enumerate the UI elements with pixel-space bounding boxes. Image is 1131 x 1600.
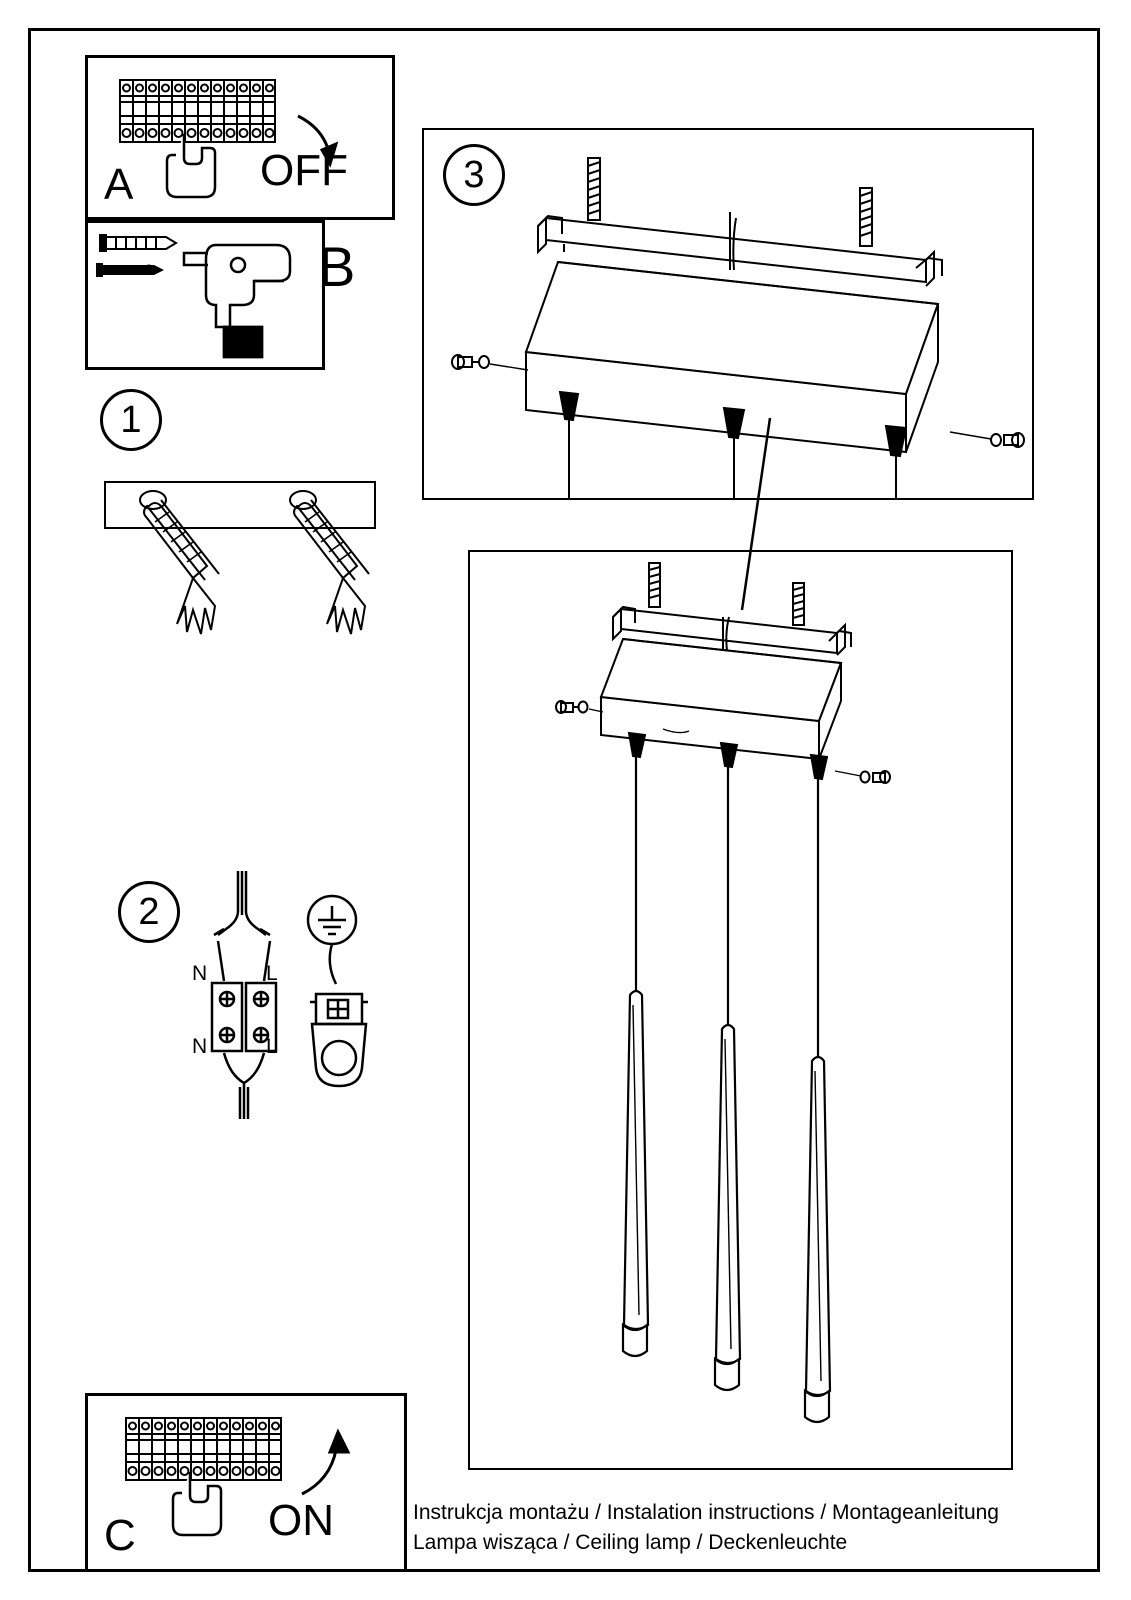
- final-assembly-illustration: [545, 555, 965, 1455]
- step-b-quantity: x2: [138, 261, 153, 277]
- terminal-label-l-top: L: [266, 962, 278, 985]
- footer-line-1: Instrukcja montażu / Instalation instructions / Montageanleitung: [413, 1501, 999, 1524]
- panel-step-b: [85, 220, 356, 370]
- step-1-illustration: [95, 470, 415, 710]
- step-2-number: 2: [138, 890, 160, 933]
- terminal-label-n-bottom: N: [192, 1035, 208, 1058]
- step-b-letter: B: [318, 235, 356, 298]
- step-a-action-label: OFF: [260, 146, 348, 195]
- step-a-letter: A: [104, 160, 134, 209]
- fuse-box-hand-icon: [88, 58, 394, 219]
- pendant-lamp-three-tubes-icon: [545, 555, 965, 1455]
- step-c-letter: C: [104, 1511, 136, 1560]
- step-2-number-badge: [118, 881, 180, 943]
- earth-ground-icon: [290, 890, 400, 1090]
- footer-line-2: Lampa wisząca / Ceiling lamp / Deckenleuchte: [413, 1531, 848, 1554]
- step-1-number-badge: [100, 389, 162, 451]
- panel-step-a: [85, 55, 395, 220]
- step-2-ground-illustration: [290, 890, 400, 1090]
- terminal-label-n-top: N: [192, 962, 208, 985]
- wall-plug-and-drill-icon: [88, 223, 324, 369]
- ceiling-plate-anchors-icon: [95, 470, 415, 710]
- panel-step-c: [85, 1393, 407, 1572]
- step-1-number: 1: [120, 398, 142, 441]
- terminal-label-l-bottom: L: [266, 1035, 278, 1058]
- step-c-action-label: ON: [268, 1496, 334, 1545]
- step-3-number: 3: [463, 153, 485, 196]
